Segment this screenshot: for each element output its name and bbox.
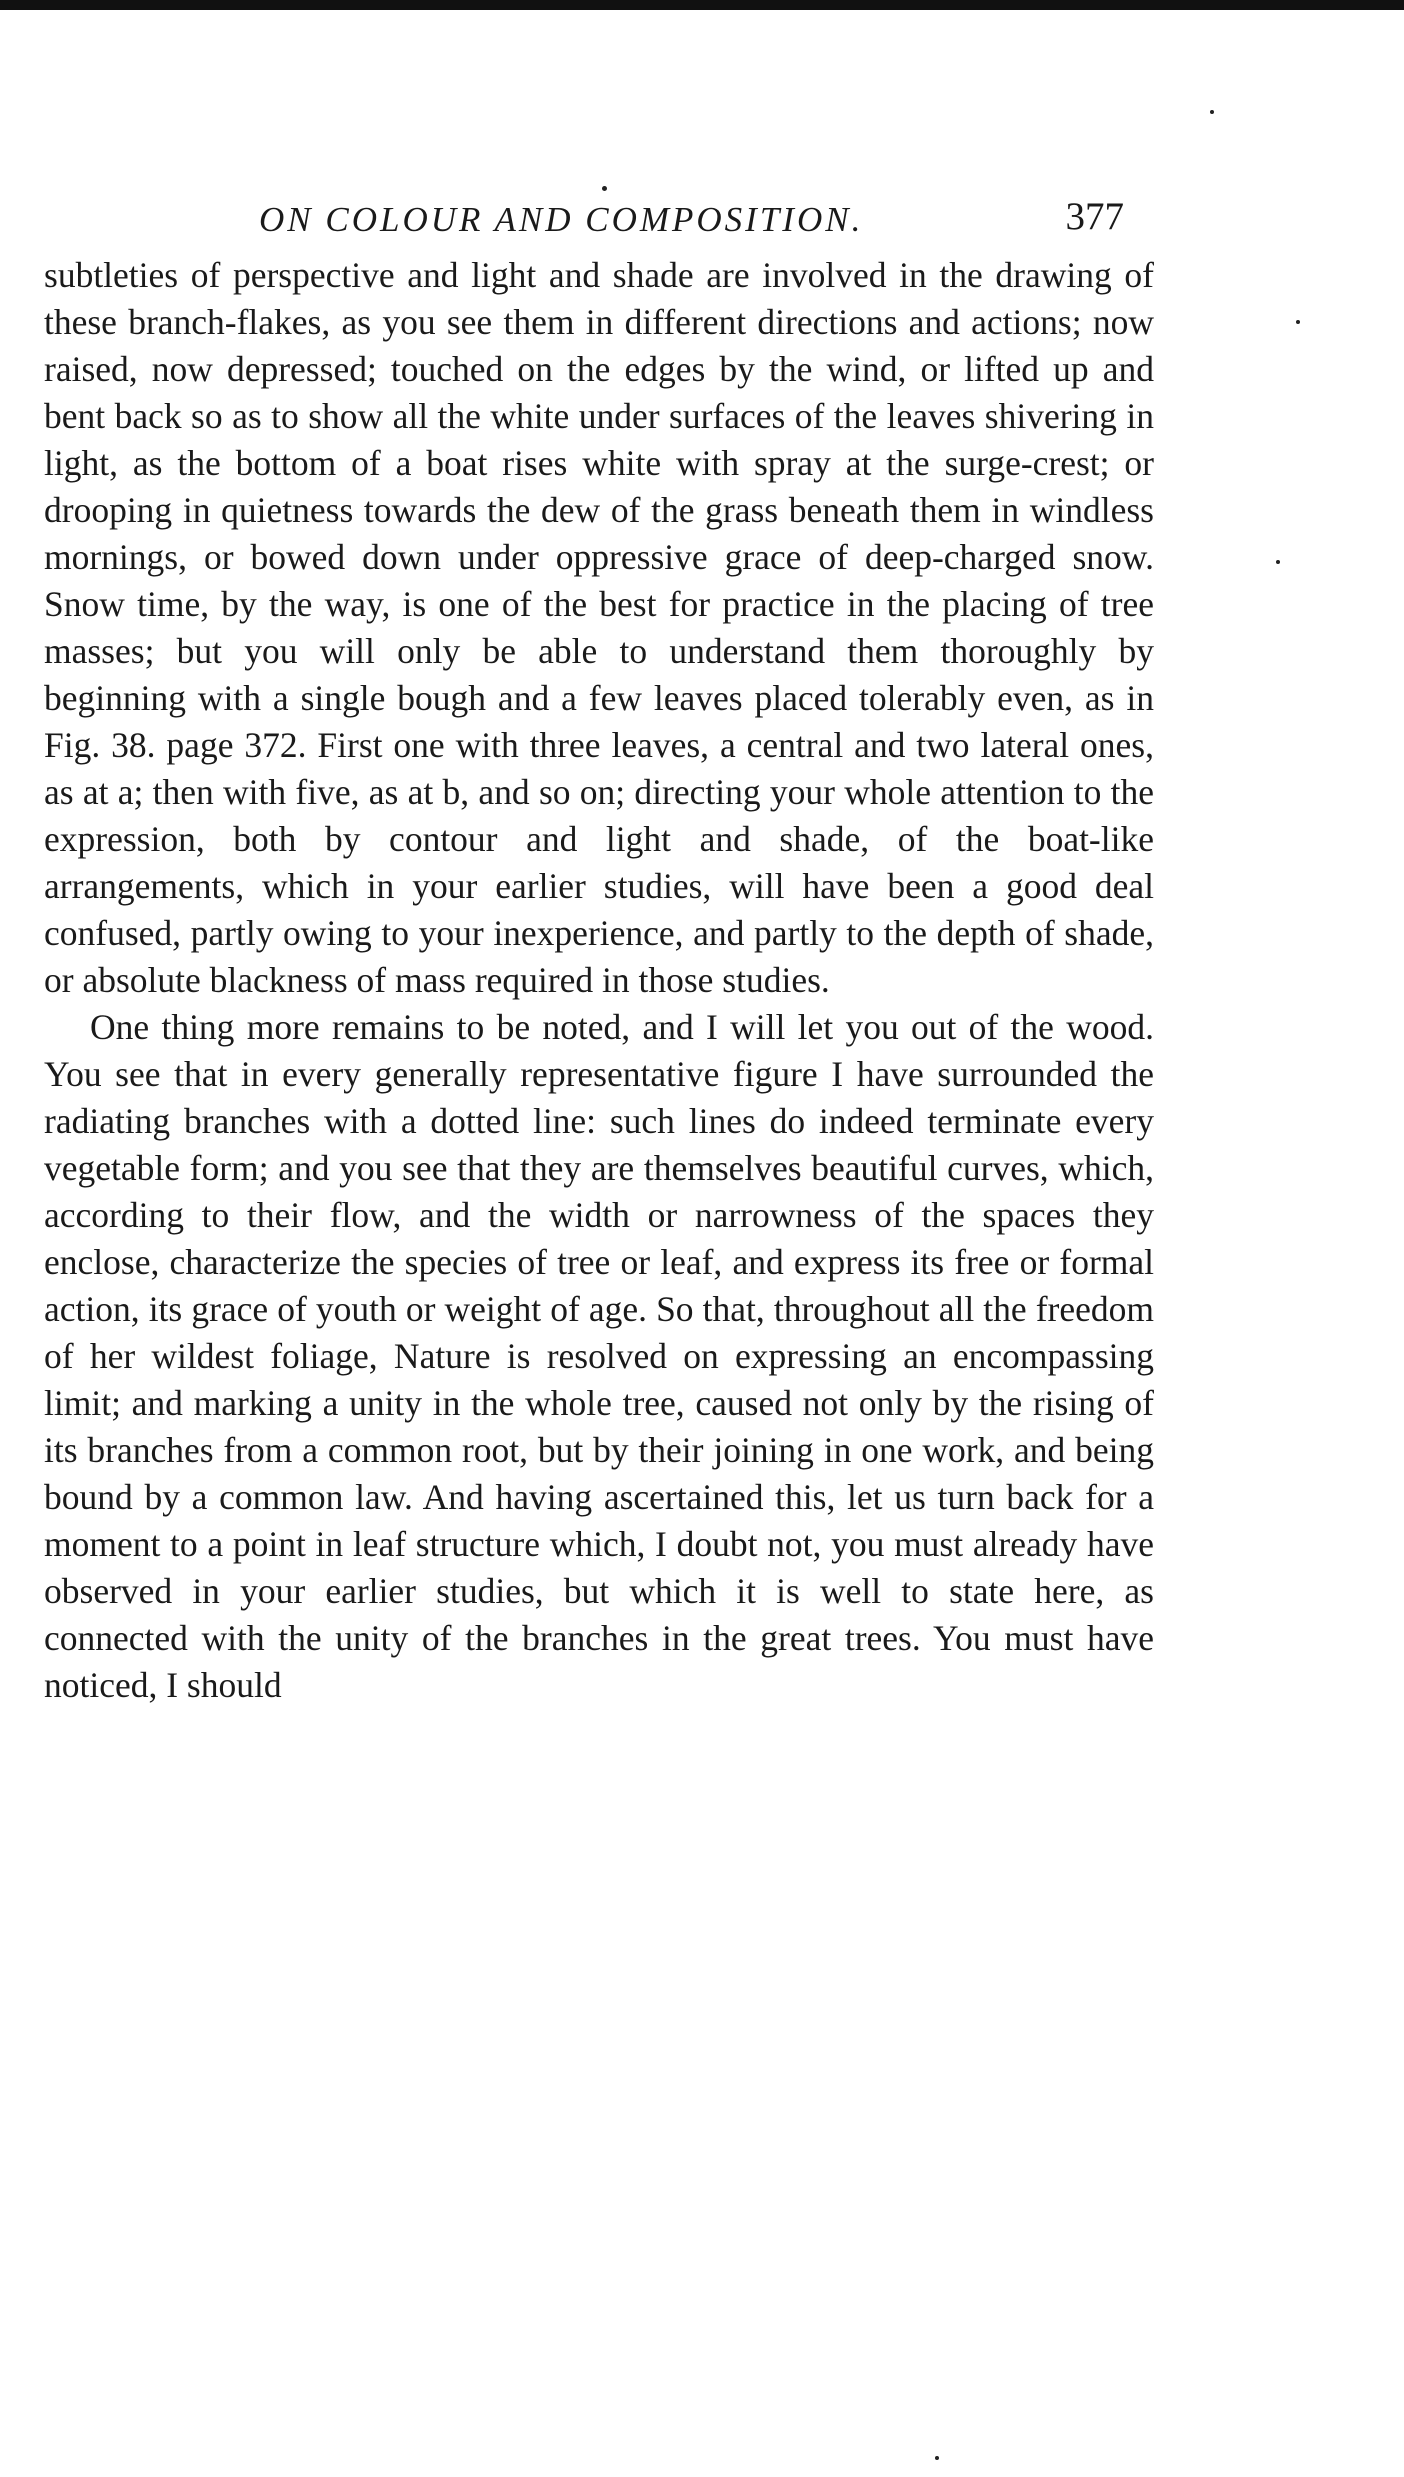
paragraph: One thing more remains to be noted, and I will let you out of the wood. You see that in every generally representative figure I have surrounded the radiating branches with a dotted line: such lines do indeed terminate every vegetable form; and you see that they are themselves beautiful curves, which, according to their flow, and the width or narrowness of the spaces they enclose, characterize the species of tree or leaf, and express its free or formal action, its grace of youth or weight of age. So that, throughout all the freedom of her wildest foliage, Nature is resolved on expressing an encompassing limit; and marking a unity in the whole tree, caused not only by the rising of its branches from a common root, but by their joining in one work, and being bound by a common law. And having ascertained this, let us turn back for a moment to a point in leaf structure which, I doubt not, you must already have observed in your earlier studies, but which it is well to state here, as connected with the unity of the branches in the great trees. You must have noticed, I should bbox=[44, 1007, 1154, 1705]
paper-speck bbox=[1276, 560, 1280, 564]
running-head bbox=[44, 180, 1154, 252]
paper-speck bbox=[1210, 110, 1214, 114]
running-title: ON COLOUR AND COMPOSITION. bbox=[259, 200, 864, 239]
paragraph-continued: subtleties of perspective and light and shade are involved in the drawing of these branch-flakes, as you see them in different directions and actions; now raised, now depressed; touched on the edges by the wind, or lifted up and bent back so as to show all the white under surfaces of the leaves shivering in light, as the bottom of a boat rises white with spray at the surge-crest; or drooping in quietness towards the dew of the grass beneath them in windless mornings, or bowed down under oppressive grace of deep-charged snow. Snow time, by the way, is one of the best for practice in the placing of tree masses; but you will only be able to understand them thoroughly by beginning with a single bough and a few leaves placed tolerably even, as in Fig. 38. page 372. First one with three leaves, a central and two lateral ones, as at a; then with five, as at b, and so on; directing your whole attention to the expression, both by contour and light and shade, of the boat-like arrangements, which in your earlier studies, will have been a good deal confused, partly owing to your inexperience, and partly to the depth of shade, or absolute blackness of mass required in those studies. bbox=[44, 255, 1154, 1000]
book-page bbox=[44, 180, 1154, 1709]
top-edge-rule bbox=[0, 0, 1404, 10]
paper-speck bbox=[935, 2456, 939, 2460]
paper-speck bbox=[1296, 320, 1300, 324]
page-number: 377 bbox=[1065, 195, 1124, 238]
